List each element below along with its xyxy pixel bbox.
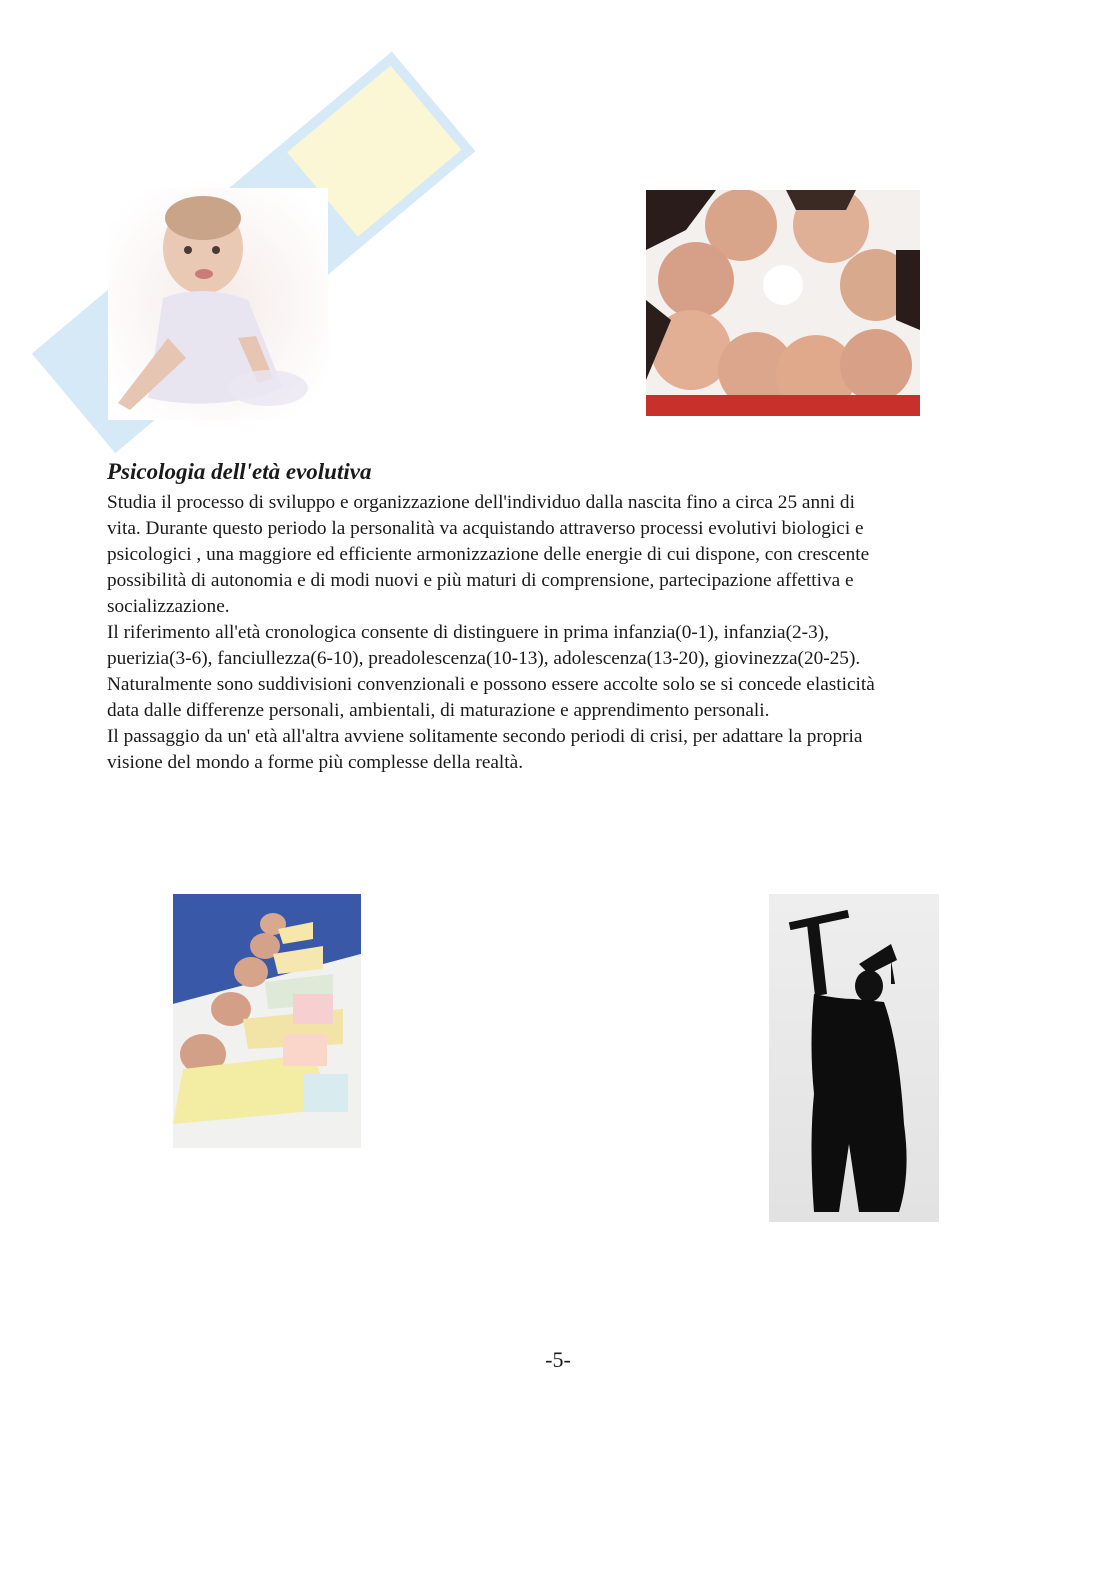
- newborns-photo: [173, 894, 361, 1148]
- body-line: Naturalmente sono suddivisioni convenzionali e possono essere accolte solo se si concede elasticità: [107, 674, 875, 695]
- body-line: Il riferimento all'età cronologica consente di distinguere in prima infanzia(0-1), infanzia(2-3),: [107, 622, 829, 643]
- body-line: socializzazione.: [107, 596, 230, 617]
- section-body: [107, 490, 1007, 776]
- page-number: -5-: [545, 1347, 571, 1372]
- body-line: possibilità di autonomia e di modi nuovi e più maturi di comprensione, partecipazione affettiva e: [107, 570, 854, 591]
- body-line: Studia il processo di sviluppo e organizzazione dell'individuo dalla nascita fino a circa 25 anni di: [107, 492, 855, 513]
- body-line: data dalle differenze personali, ambientali, di maturazione e apprendimento personali.: [107, 700, 770, 721]
- graduate-silhouette-photo: [769, 894, 939, 1222]
- section-title: Psicologia dell'età evolutiva: [107, 459, 372, 484]
- body-line: visione del mondo a forme più complesse della realtà.: [107, 752, 524, 773]
- body-line: Il passaggio da un' età all'altra avviene solitamente secondo periodi di crisi, per adattare la propria: [107, 726, 863, 747]
- body-line: psicologici , una maggiore ed efficiente armonizzazione delle energie di cui dispone, con crescente: [107, 544, 870, 565]
- baby-photo: [108, 188, 328, 420]
- body-line: vita. Durante questo periodo la personalità va acquistando attraverso processi evolutivi biologici e: [107, 518, 864, 539]
- body-line: puerizia(3-6), fanciullezza(6-10), preadolescenza(10-13), adolescenza(13-20), giovinezza(20-25).: [107, 648, 861, 669]
- group-of-friends-photo: [646, 190, 920, 416]
